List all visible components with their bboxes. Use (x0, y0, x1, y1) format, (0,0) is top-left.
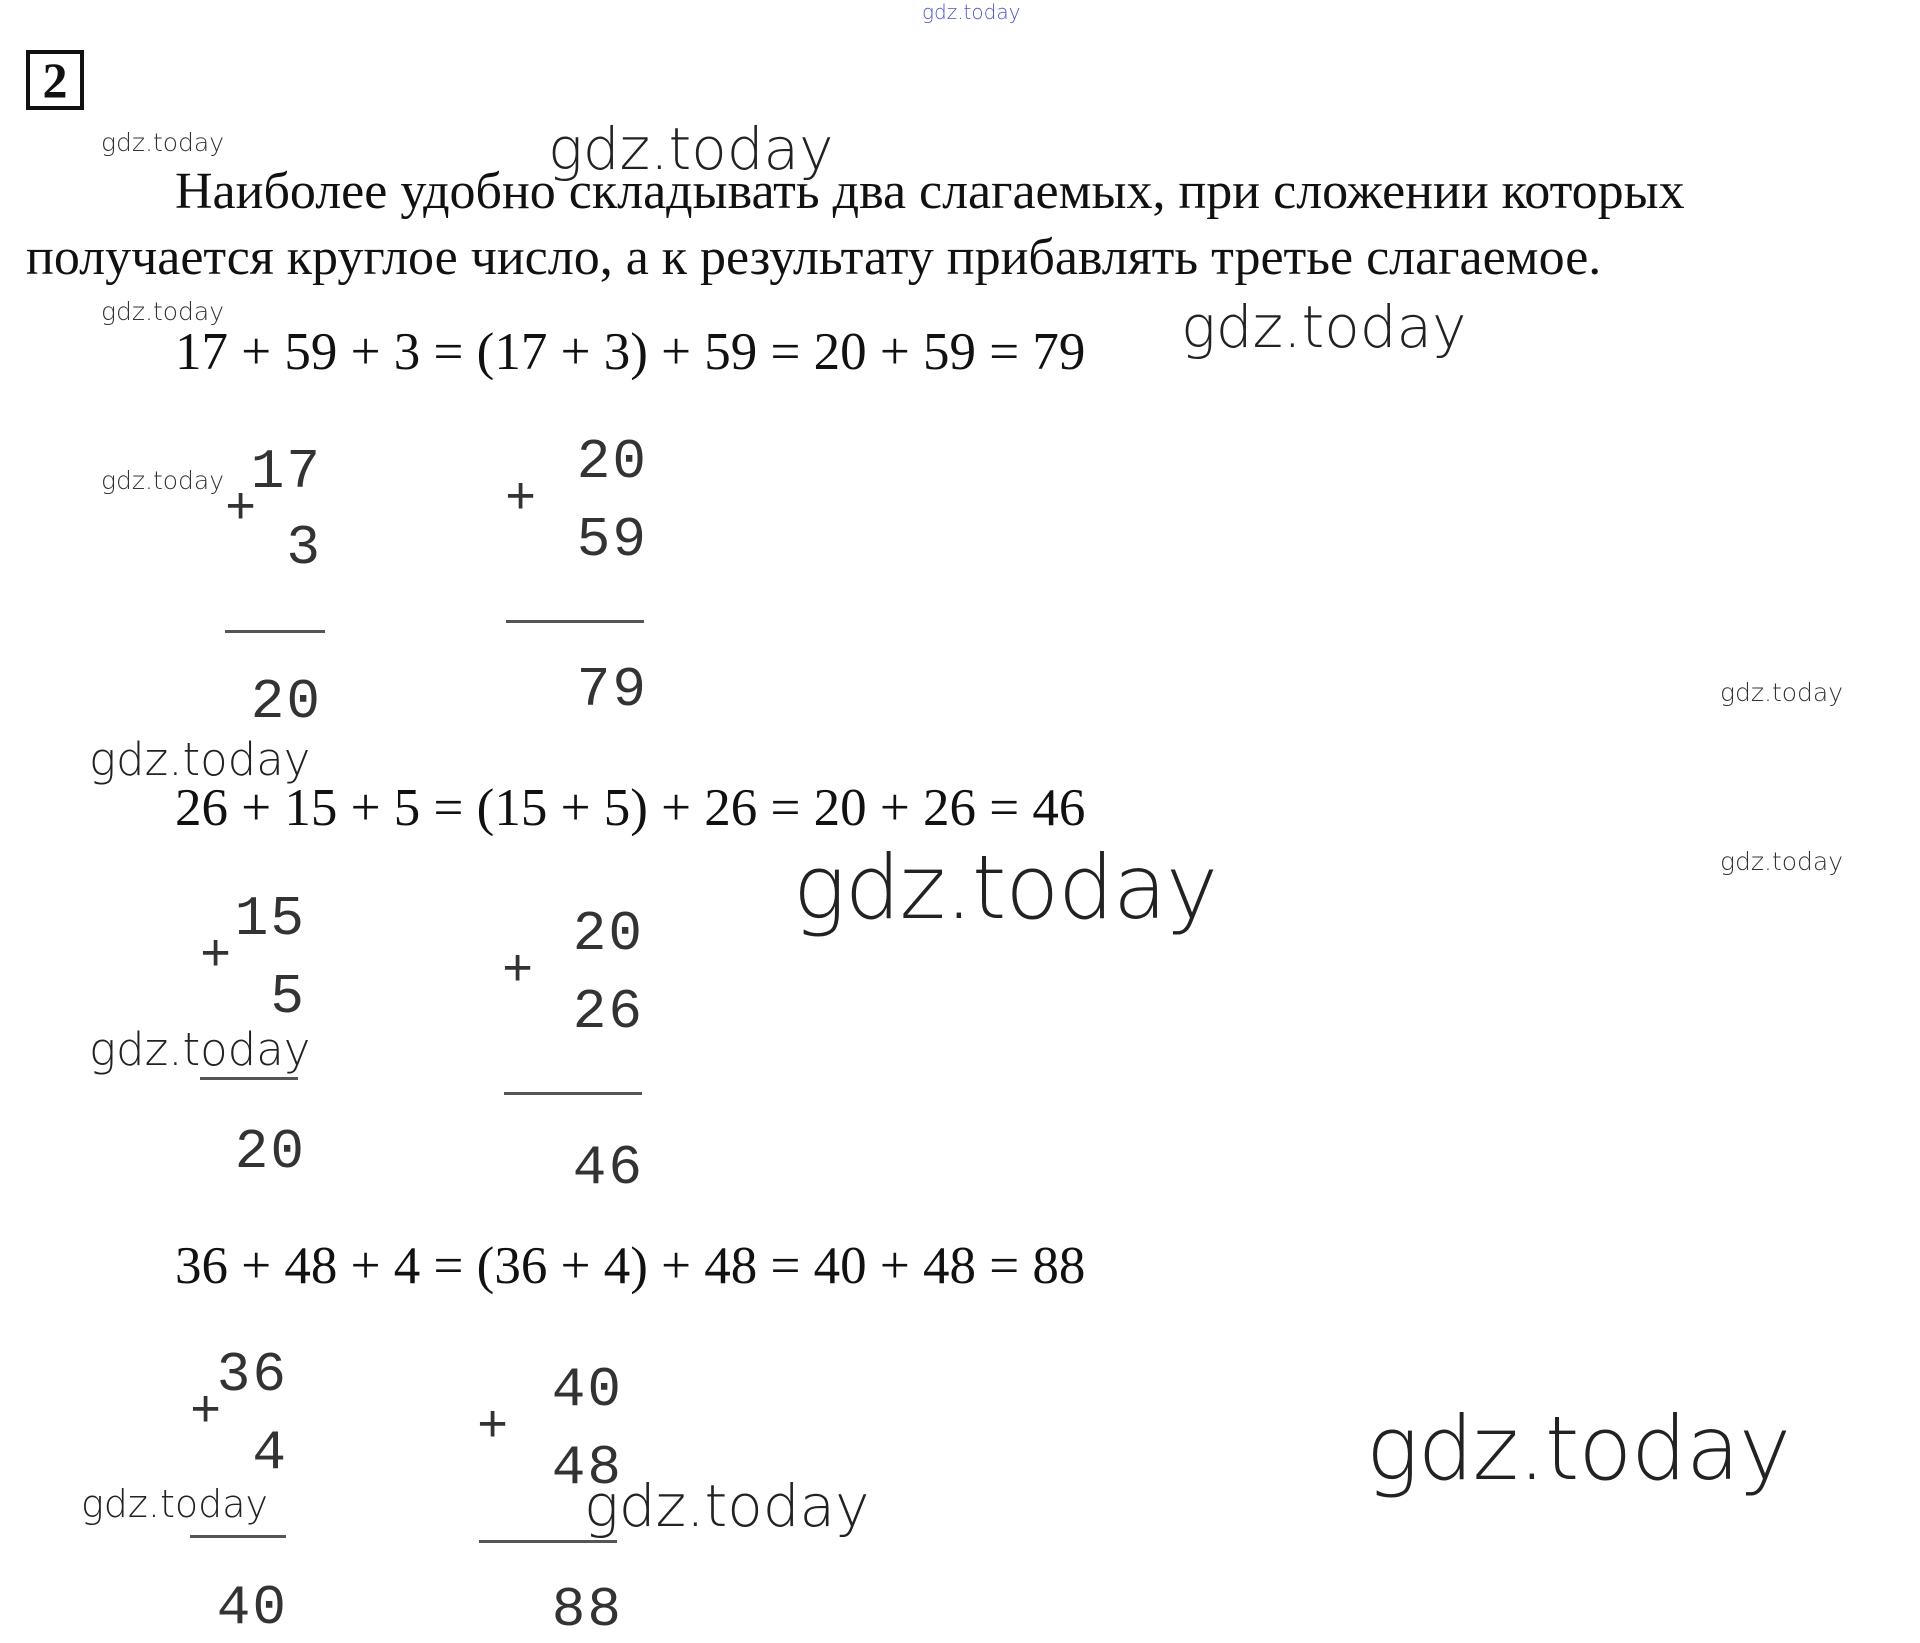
addend-top: 36 (216, 1343, 288, 1407)
watermark-medium: gdz.today (89, 733, 311, 786)
sum-rule (225, 630, 325, 633)
watermark-small: gdz.today (1720, 847, 1844, 876)
task-number: 2 (26, 50, 84, 110)
sum-rule (506, 620, 644, 623)
sum-rule (504, 1092, 642, 1095)
sum-result: 88 (551, 1578, 623, 1642)
plus-sign: + (477, 1398, 509, 1457)
watermark-medium: gdz.today (548, 115, 834, 183)
column-addition-1a (220, 440, 340, 740)
watermark-small: gdz.today (101, 466, 225, 495)
sum-result: 46 (572, 1136, 644, 1200)
sum-result: 40 (216, 1576, 288, 1640)
paragraph-line-2: получается круглое число, а к результату прибавлять третье слагаемое. (26, 229, 1602, 286)
watermark-medium: gdz.today (81, 1482, 268, 1526)
addend-bottom: 59 (576, 508, 648, 572)
column-addition-2a (198, 887, 328, 1187)
column-addition-3b (475, 1358, 635, 1642)
plus-sign: + (505, 470, 537, 529)
addend-top: 20 (576, 430, 648, 494)
addend-bottom: 26 (572, 980, 644, 1044)
addend-bottom: 5 (270, 965, 306, 1029)
sum-rule (190, 1535, 286, 1538)
addend-top: 15 (234, 887, 306, 951)
sum-rule (200, 1077, 298, 1080)
addend-bottom: 48 (551, 1436, 623, 1500)
watermark-top: gdz.today (922, 0, 1021, 24)
plus-sign: + (190, 1383, 222, 1442)
watermark-large: gdz.today (1366, 1397, 1791, 1500)
sum-result: 79 (576, 658, 648, 722)
addend-top: 20 (572, 902, 644, 966)
plus-sign: + (502, 942, 534, 1001)
watermark-small: gdz.today (101, 297, 225, 326)
sum-result: 20 (250, 670, 322, 734)
plus-sign: + (200, 927, 232, 986)
watermark-small: gdz.today (101, 128, 225, 157)
equation-2: 26 + 15 + 5 = (15 + 5) + 26 = 20 + 26 = 46 (175, 779, 1086, 837)
watermark-medium: gdz.today (1181, 293, 1467, 361)
sum-result: 20 (234, 1120, 306, 1184)
watermark-medium: gdz.today (89, 1023, 311, 1076)
addend-top: 40 (551, 1358, 623, 1422)
plus-sign: + (225, 480, 257, 539)
addend-top: 17 (250, 440, 322, 504)
sum-rule (479, 1540, 617, 1543)
column-addition-2b (500, 902, 660, 1202)
column-addition-1b (500, 430, 660, 730)
addend-bottom: 3 (286, 516, 322, 580)
addend-bottom: 4 (252, 1421, 288, 1485)
watermark-large: gdz.today (793, 836, 1218, 939)
equation-1: 17 + 59 + 3 = (17 + 3) + 59 = 20 + 59 = 79 (175, 323, 1086, 381)
column-addition-3a (188, 1343, 318, 1643)
equation-3: 36 + 48 + 4 = (36 + 4) + 48 = 40 + 48 = 88 (175, 1237, 1086, 1295)
watermark-medium: gdz.today (584, 1472, 870, 1540)
paragraph-line-1: Наиболее удобно складывать два слагаемых, при сложении которых (175, 163, 1685, 220)
watermark-small: gdz.today (1720, 678, 1844, 707)
